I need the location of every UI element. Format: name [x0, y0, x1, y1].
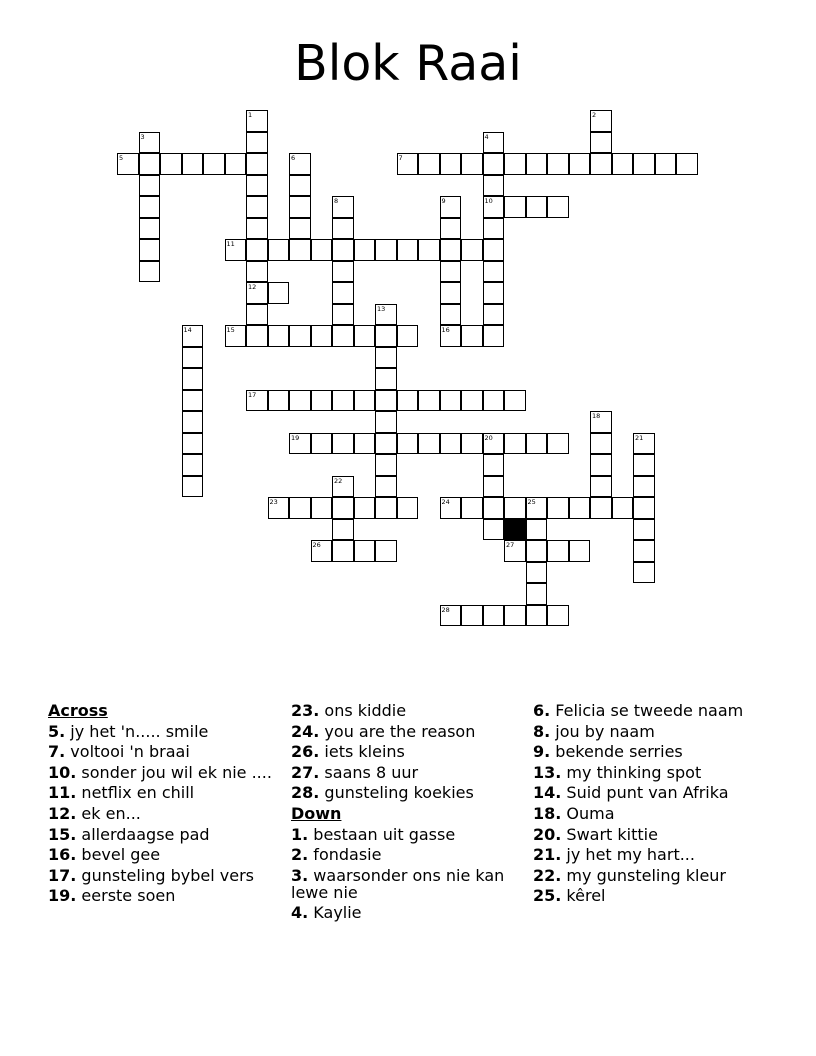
clue-number-label: 24. [291, 721, 320, 741]
grid-cell[interactable] [633, 153, 655, 175]
grid-cell[interactable] [354, 497, 376, 519]
grid-cell[interactable] [547, 605, 569, 627]
grid-cell[interactable] [461, 390, 483, 412]
grid-cell[interactable] [418, 390, 440, 412]
clue-number-label: 6. [533, 701, 551, 720]
clue-number: 6 [291, 154, 296, 162]
clue-number-label: 13. [533, 762, 562, 782]
grid-cell[interactable] [483, 605, 505, 627]
clue-number-label: 26. [291, 742, 320, 762]
clue-number-label: 7. [48, 742, 66, 762]
grid-cell[interactable] [547, 196, 569, 218]
grid-cell[interactable] [397, 433, 419, 455]
grid-cell[interactable] [633, 454, 655, 476]
grid-cell[interactable] [354, 540, 376, 562]
clue-number: 9 [441, 197, 446, 205]
grid-cell[interactable] [397, 390, 419, 412]
clue-number: 15 [226, 326, 235, 334]
clue-number: 19 [291, 433, 300, 442]
clue-number: 13 [377, 304, 386, 313]
clue-item [533, 723, 768, 740]
clue-number-label: 9. [533, 742, 551, 762]
grid-cell[interactable] [354, 390, 376, 412]
grid-cell[interactable] [504, 497, 526, 519]
grid-cell[interactable] [182, 390, 204, 412]
grid-cell[interactable] [612, 497, 634, 519]
clue-item [48, 784, 283, 801]
grid-cell[interactable] [332, 433, 354, 455]
grid-cell[interactable] [332, 325, 354, 347]
clue-text: gunsteling koekies [319, 783, 474, 803]
clue-number-label: 23. [291, 701, 320, 720]
grid-cell[interactable] [289, 390, 311, 412]
grid-cell[interactable] [289, 218, 311, 240]
grid-cell[interactable] [246, 304, 268, 326]
grid-cell[interactable] [440, 390, 462, 412]
clue-number: 17 [248, 390, 257, 399]
grid-cell[interactable] [461, 433, 483, 455]
grid-cell[interactable] [182, 433, 204, 455]
clue-number: 12 [248, 283, 257, 291]
grid-cell[interactable] [461, 605, 483, 627]
grid-cell[interactable] [332, 218, 354, 240]
clue-item [291, 826, 526, 843]
grid-cell[interactable] [397, 325, 419, 347]
clue-number-label: 5. [48, 721, 66, 741]
clue-item [533, 784, 768, 801]
clue-item [48, 723, 283, 740]
grid-cell[interactable] [526, 540, 548, 562]
grid-cell[interactable] [375, 325, 397, 347]
grid-cell[interactable] [182, 347, 204, 369]
clue-number-label: 20. [533, 824, 562, 844]
grid-cell[interactable] [311, 325, 333, 347]
grid-cell[interactable] [633, 497, 655, 519]
clues-column-3 [533, 702, 768, 908]
clue-text: Kaylie [308, 903, 362, 923]
grid-cell[interactable] [504, 153, 526, 175]
clue-number-label: 12. [48, 803, 77, 823]
grid-cell[interactable] [311, 390, 333, 412]
grid-cell[interactable] [483, 476, 505, 498]
clue-number: 20 [484, 433, 493, 442]
grid-cell[interactable] [483, 390, 505, 412]
grid-cell[interactable] [332, 304, 354, 326]
clue-number-label: 27. [291, 762, 320, 782]
grid-cell[interactable] [375, 390, 397, 412]
grid-cell[interactable] [268, 325, 290, 347]
grid-cell[interactable] [289, 196, 311, 218]
clue-item [533, 846, 768, 863]
grid-cell[interactable] [440, 304, 462, 326]
grid-cell[interactable] [418, 153, 440, 175]
clue-text: jou by naam [550, 721, 655, 741]
grid-cell[interactable] [182, 454, 204, 476]
grid-cell[interactable] [268, 239, 290, 261]
clue-number-label: 17. [48, 865, 77, 885]
clue-text: netflix en chill [76, 783, 195, 803]
clue-item [48, 846, 283, 863]
grid-cell[interactable] [461, 325, 483, 347]
grid-cell[interactable] [676, 153, 698, 175]
clue-item [291, 723, 526, 740]
grid-cell[interactable] [332, 282, 354, 304]
grid-cell[interactable] [483, 261, 505, 283]
clue-number-label: 16. [48, 845, 77, 865]
grid-cell[interactable] [483, 282, 505, 304]
grid-cell[interactable] [526, 196, 548, 218]
grid-cell[interactable] [612, 153, 634, 175]
grid-cell[interactable] [440, 153, 462, 175]
clue-item [48, 887, 283, 904]
clue-item [291, 764, 526, 781]
grid-cell[interactable] [504, 196, 526, 218]
clue-number: 26 [312, 541, 321, 549]
page-title: Blok Raai [294, 35, 522, 92]
clue-text: Suid punt van Afrika [561, 783, 729, 803]
grid-cell[interactable] [182, 153, 204, 175]
clue-item [533, 867, 768, 884]
grid-cell[interactable] [440, 239, 462, 261]
clue-number-label: 28. [291, 783, 320, 803]
grid-cell[interactable] [182, 411, 204, 433]
clue-number: 25 [527, 498, 536, 506]
grid-cell[interactable] [418, 433, 440, 455]
grid-cell[interactable] [547, 497, 569, 519]
grid-cell[interactable] [289, 175, 311, 197]
clue-text: waarsonder ons nie kan lewe nie [291, 865, 505, 902]
grid-cell[interactable] [483, 304, 505, 326]
clue-number-label: 15. [48, 824, 77, 844]
clue-number-label: 21. [533, 845, 562, 865]
grid-cell[interactable] [246, 325, 268, 347]
clue-text: Felicia se tweede naam [550, 701, 744, 720]
clue-text: Swart kittie [561, 824, 658, 844]
grid-cell[interactable] [160, 153, 182, 175]
grid-cell[interactable] [397, 239, 419, 261]
grid-cell[interactable] [332, 261, 354, 283]
grid-cell[interactable] [332, 390, 354, 412]
clue-number-label: 19. [48, 886, 77, 906]
clue-item [533, 702, 768, 719]
clue-number: 3 [140, 132, 145, 141]
clue-text: ons kiddie [319, 701, 407, 720]
clue-text: my thinking spot [561, 762, 702, 782]
clue-item [533, 764, 768, 781]
grid-cell[interactable] [655, 153, 677, 175]
grid-cell[interactable] [440, 261, 462, 283]
grid-cell[interactable] [547, 540, 569, 562]
clue-item [291, 904, 526, 921]
grid-cell[interactable] [246, 196, 268, 218]
clue-item [48, 826, 283, 843]
clue-item [291, 743, 526, 760]
clue-text: bevel gee [76, 845, 161, 865]
grid-cell[interactable] [569, 497, 591, 519]
grid-cell[interactable] [375, 411, 397, 433]
grid-cell[interactable] [569, 540, 591, 562]
grid-cell[interactable] [375, 497, 397, 519]
clue-number: 23 [269, 498, 278, 506]
grid-cell[interactable] [440, 218, 462, 240]
clue-item [48, 867, 283, 884]
grid-cell[interactable] [440, 282, 462, 304]
clue-item [533, 743, 768, 760]
grid-cell[interactable] [139, 261, 161, 283]
clue-item [291, 702, 526, 719]
grid-cell[interactable] [461, 239, 483, 261]
grid-cell[interactable] [483, 218, 505, 240]
grid-cell[interactable] [633, 540, 655, 562]
clue-item [533, 887, 768, 904]
grid-cell[interactable] [590, 476, 612, 498]
grid-cell[interactable] [332, 519, 354, 541]
grid-cell[interactable] [375, 433, 397, 455]
clue-item [291, 784, 526, 801]
grid-cell[interactable] [526, 583, 548, 605]
grid-cell[interactable] [311, 497, 333, 519]
clue-text: eerste soen [76, 886, 176, 906]
clue-number-label: 2. [291, 845, 309, 865]
clue-number-label: 8. [533, 721, 551, 741]
clue-number: 5 [119, 154, 124, 162]
grid-cell[interactable] [182, 368, 204, 390]
grid-cell[interactable] [354, 239, 376, 261]
clue-number: 8 [334, 197, 339, 205]
grid-cell[interactable] [332, 239, 354, 261]
grid-cell[interactable] [440, 433, 462, 455]
clue-number: 18 [592, 412, 601, 420]
grid-cell[interactable] [375, 368, 397, 390]
grid-cell[interactable] [139, 153, 161, 175]
clue-item [48, 764, 283, 781]
clue-text: saans 8 uur [319, 762, 419, 782]
grid-cell[interactable] [461, 153, 483, 175]
grid-cell[interactable] [375, 239, 397, 261]
clue-text: kêrel [561, 886, 606, 906]
down-heading: Down [291, 803, 342, 823]
grid-cell[interactable] [289, 497, 311, 519]
clue-number-label: 3. [291, 865, 309, 885]
clue-text: Ouma [561, 803, 615, 823]
clue-text: bekende serries [550, 742, 683, 762]
grid-cell[interactable] [526, 562, 548, 584]
clue-item [533, 826, 768, 843]
clue-text: allerdaagse pad [76, 824, 210, 844]
clue-text: iets kleins [319, 742, 405, 762]
grid-cell[interactable] [418, 239, 440, 261]
grid-cell[interactable] [397, 497, 419, 519]
clue-text: ek en... [76, 803, 141, 823]
grid-cell[interactable] [375, 347, 397, 369]
clue-item [533, 805, 768, 822]
clue-text: voltooi 'n braai [65, 742, 190, 762]
grid-cell[interactable] [590, 132, 612, 154]
grid-cell[interactable] [375, 476, 397, 498]
clue-text: gunsteling bybel vers [76, 865, 254, 885]
clue-number-label: 25. [533, 886, 562, 906]
grid-cell[interactable] [526, 433, 548, 455]
grid-cell[interactable] [246, 132, 268, 154]
clue-number-label: 14. [533, 783, 562, 803]
grid-cell[interactable] [246, 261, 268, 283]
grid-cell[interactable] [332, 497, 354, 519]
grid-cell[interactable] [526, 153, 548, 175]
grid-cell[interactable] [590, 454, 612, 476]
grid-cell[interactable] [483, 325, 505, 347]
grid-cell[interactable] [590, 497, 612, 519]
grid-cell[interactable] [311, 433, 333, 455]
grid-cell[interactable] [268, 390, 290, 412]
clue-number: 11 [226, 240, 235, 248]
grid-cell[interactable] [526, 605, 548, 627]
clue-number-label: 4. [291, 903, 309, 923]
clue-item [48, 743, 283, 760]
grid-cell[interactable] [483, 239, 505, 261]
clues-column-2 [291, 702, 526, 925]
grid-cell[interactable] [504, 390, 526, 412]
grid-cell[interactable] [139, 218, 161, 240]
clue-number: 27 [506, 541, 515, 549]
clue-text: sonder jou wil ek nie .... [76, 762, 272, 782]
grid-cell[interactable] [504, 605, 526, 627]
grid-cell[interactable] [289, 325, 311, 347]
clue-item [291, 867, 526, 901]
grid-cell[interactable] [483, 175, 505, 197]
clue-number: 22 [334, 476, 343, 485]
clue-number: 28 [441, 605, 450, 614]
grid-cell[interactable] [633, 562, 655, 584]
clue-item [291, 846, 526, 863]
grid-cell[interactable] [526, 519, 548, 541]
clue-number: 16 [441, 326, 450, 334]
clue-text: my gunsteling kleur [561, 865, 727, 885]
grid-cell[interactable] [139, 196, 161, 218]
clue-number-label: 10. [48, 762, 77, 782]
grid-cell[interactable] [354, 433, 376, 455]
grid-cell[interactable] [590, 433, 612, 455]
grid-cell[interactable] [504, 433, 526, 455]
grid-cell[interactable] [246, 218, 268, 240]
clue-text: fondasie [308, 845, 382, 865]
clue-number: 14 [183, 326, 192, 334]
grid-cell[interactable] [139, 175, 161, 197]
grid-cell[interactable] [246, 175, 268, 197]
clue-text: you are the reason [319, 721, 476, 741]
clue-number: 10 [484, 197, 493, 205]
clue-text: jy het my hart... [561, 845, 695, 865]
grid-cell[interactable] [633, 476, 655, 498]
grid-cell[interactable] [246, 239, 268, 261]
clue-number: 1 [248, 111, 253, 119]
grid-cell[interactable] [246, 153, 268, 175]
grid-cell[interactable] [483, 497, 505, 519]
grid-cell[interactable] [547, 153, 569, 175]
clue-number-label: 22. [533, 865, 562, 885]
clue-number-label: 1. [291, 824, 309, 844]
grid-cell[interactable] [461, 497, 483, 519]
grid-cell[interactable] [139, 239, 161, 261]
grid-cell[interactable] [569, 153, 591, 175]
grid-cell[interactable] [311, 239, 333, 261]
clue-number: 2 [592, 111, 597, 119]
clue-number: 4 [484, 132, 489, 141]
grid-cell[interactable] [483, 519, 505, 541]
grid-cell[interactable] [483, 454, 505, 476]
grid-cell[interactable] [332, 540, 354, 562]
clue-text: bestaan uit gasse [308, 824, 456, 844]
grid-cell[interactable] [354, 325, 376, 347]
clue-item [48, 805, 283, 822]
clue-number-label: 11. [48, 783, 77, 803]
grid-cell[interactable] [268, 282, 290, 304]
clue-text: jy het 'n..... smile [65, 721, 209, 741]
grid-cell[interactable] [483, 153, 505, 175]
across-heading: Across [48, 701, 108, 720]
grid-cell[interactable] [203, 153, 225, 175]
clue-number: 7 [398, 154, 403, 162]
grid-cell[interactable] [547, 433, 569, 455]
shaded-cell [504, 519, 526, 541]
clues-column-1 [48, 702, 283, 908]
grid-cell[interactable] [225, 153, 247, 175]
clue-number-label: 18. [533, 803, 562, 823]
grid-cell[interactable] [633, 519, 655, 541]
grid-cell[interactable] [182, 476, 204, 498]
grid-cell[interactable] [590, 153, 612, 175]
grid-cell[interactable] [375, 454, 397, 476]
grid-cell[interactable] [375, 540, 397, 562]
grid-cell[interactable] [289, 239, 311, 261]
clue-number: 24 [441, 498, 450, 506]
clue-number: 21 [635, 433, 644, 442]
